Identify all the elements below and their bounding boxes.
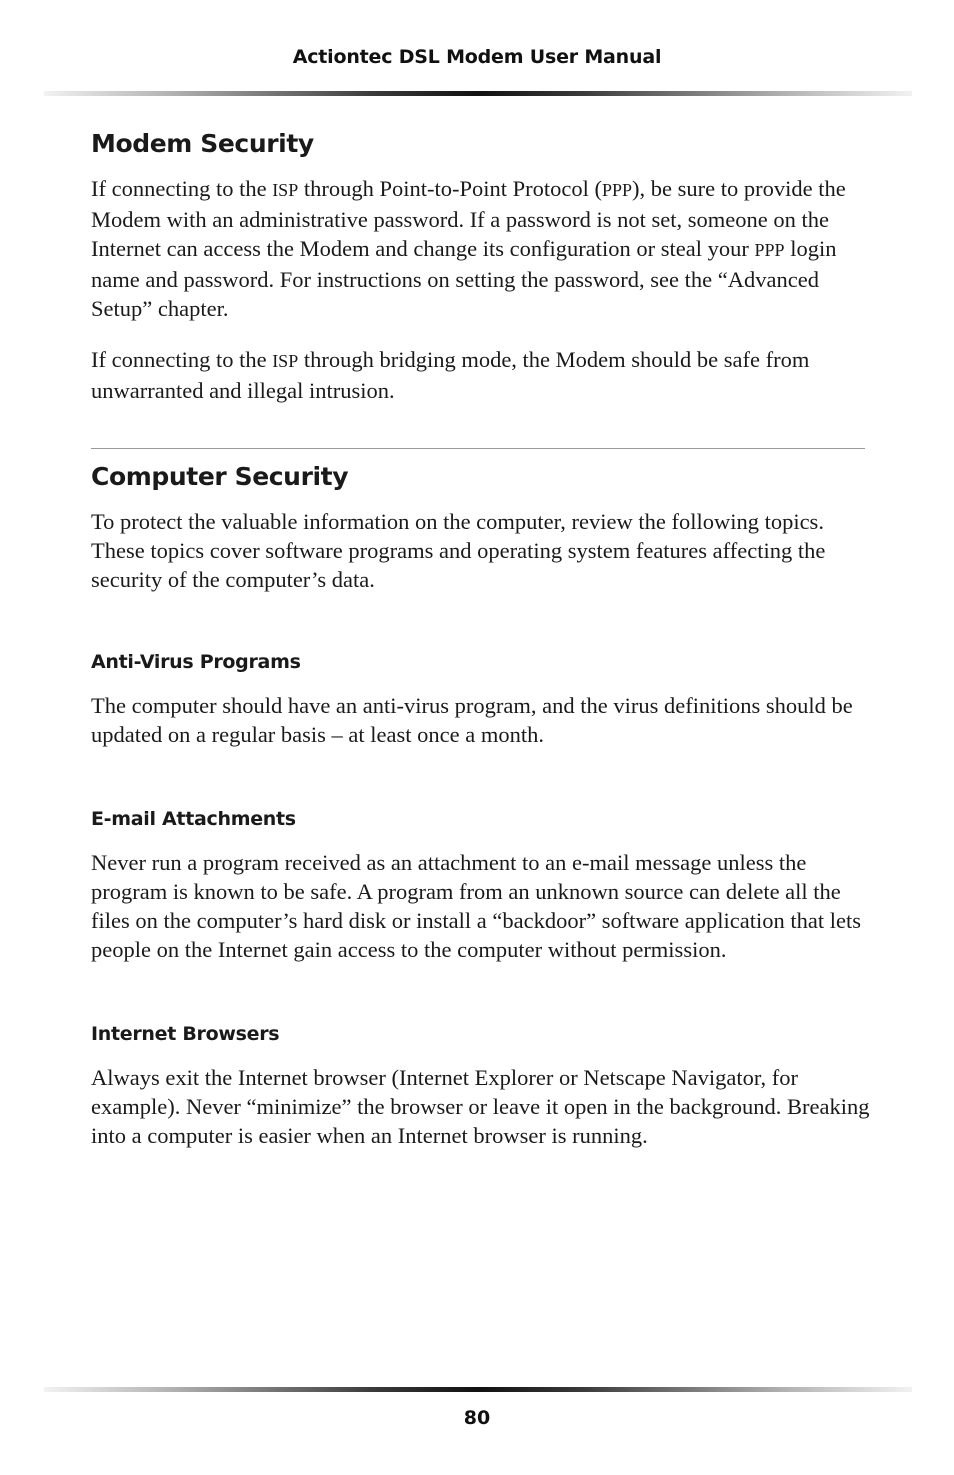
anti-virus-paragraph: The computer should have an anti-virus program, and the virus definitions should be updated on a regular basis – at least once a month.: [91, 693, 853, 747]
internet-browsers-heading: Internet Browsers: [91, 1023, 280, 1045]
manual-title: Actiontec DSL Modem User Manual: [292, 46, 662, 68]
computer-security-heading: Computer Security: [91, 462, 349, 491]
page-number: 80: [463, 1407, 491, 1429]
text-run: through Point-to-Point Protocol (: [298, 176, 602, 201]
text-run: If connecting to the: [91, 176, 273, 201]
text-run: If connecting to the: [91, 347, 273, 372]
modem-security-paragraph-2: [91, 345, 871, 405]
email-attachments-paragraph: Never run a program received as an attachment to an e-mail message unless the program is known to be safe. A program from an unknown source can delete all the files on the computer’s hard disk or install a “backdoor” software application that lets people on the Internet gain access to the computer without permission.: [91, 850, 861, 962]
computer-security-intro: To protect the valuable information on the computer, review the following topics. These topics cover software programs and operating system features affecting the security of the computer’s data.: [91, 509, 826, 592]
email-attachments-heading: E-mail Attachments: [91, 808, 296, 830]
modem-security-paragraph-1: [91, 174, 871, 323]
modem-security-heading: Modem Security: [91, 129, 314, 158]
page-content: [91, 126, 871, 1150]
isp-abbr: ISP: [272, 351, 299, 371]
text-run: login name and password. For instructions on setting the password, see the “Advanced Setup” chapter.: [91, 236, 837, 321]
section-divider: [91, 448, 865, 449]
anti-virus-heading: Anti-Virus Programs: [91, 651, 301, 673]
text-run: ), be sure to provide the Modem with an administrative password. If a password is not set, someone on the Internet can access the Modem and change its configuration or steal your: [91, 176, 846, 261]
header-rule: [44, 91, 912, 96]
ppp-abbr: PPP: [601, 180, 632, 200]
isp-abbr: ISP: [272, 180, 299, 200]
text-run: through bridging mode, the Modem should be safe from unwarranted and illegal intrusion.: [91, 347, 810, 403]
internet-browsers-paragraph: Always exit the Internet browser (Internet Explorer or Netscape Navigator, for example). Never “minimize” the browser or leave it open in the background. Breaking into a computer is easier when an Internet browser is running.: [91, 1065, 870, 1148]
footer-rule: [44, 1387, 912, 1392]
ppp-abbr: PPP: [754, 240, 785, 260]
